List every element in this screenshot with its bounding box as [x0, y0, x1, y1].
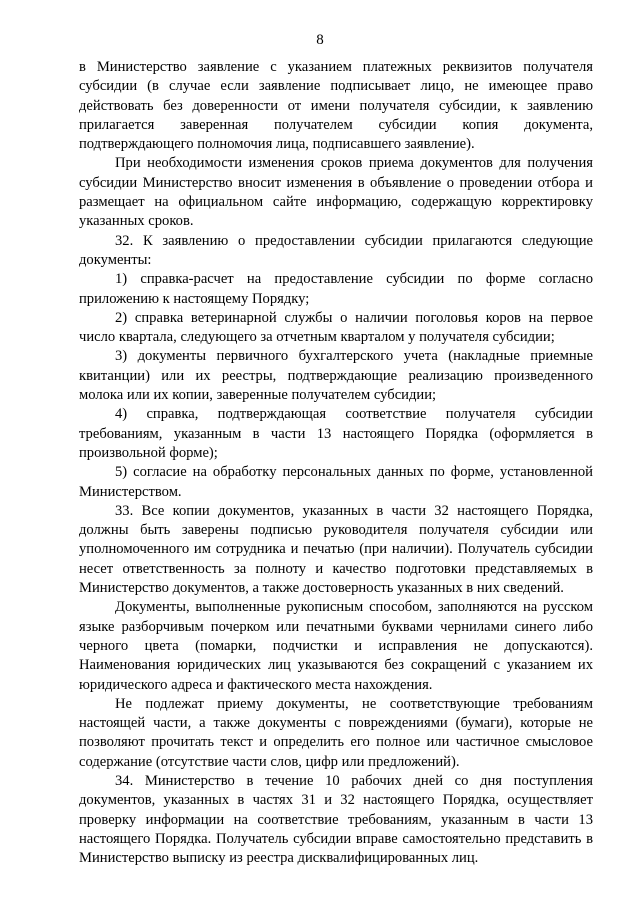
paragraph-deadline-change: При необходимости изменения сроков приема документов для получения субсидии Министерство вносит изменения в объявление о проведении отбора и размещает на официальном сайте информацию, содержащую корректировку указанных сроков.	[79, 155, 593, 230]
list-item-2: 2) справка ветеринарной службы о наличии поголовья коров на первое число квартала, следующего за отчетным кварталом у получателя субсидии;	[79, 309, 593, 346]
paragraph-rejection: Не подлежат приему документы, не соответствующие требованиям настоящей части, а также документы с повреждениями (бумаги), которые не позволяют прочитать текст и определить его полное или частичное смысловое содержание (отсутствие части слов, цифр или предложений).	[79, 695, 593, 770]
page-number: 8	[316, 32, 324, 48]
list-item-5: 5) согласие на обработку персональных данных по форме, установленной Министерством.	[79, 464, 593, 500]
list-item-4: 4) справка, подтверждающая соответствие получателя субсидии требованиям, указанным в части 13 настоящего Порядка (оформляется в произвольной форме);	[79, 406, 593, 461]
paragraph-continuation: в Министерство заявление с указанием платежных реквизитов получателя субсидии (в случае если заявление подписывает лицо, не имеющее право действовать без доверенности от имени получателя субсидии, к заявлению прилагается заверенная получателем субсидии копия документа, подтверждающего полномочия лица, подписавшего заявление).	[79, 59, 593, 153]
list-item-3: 3) документы первичного бухгалтерского учета (накладные приемные квитанции) или их реестры, подтверждающие реализацию произведенного молока или их копии, заверенные получателем субсидии;	[79, 348, 593, 404]
paragraph-handwritten-docs: Документы, выполненные рукописным способом, заполняются на русском языке разборчивым почерком или печатными буквами чернилами синего либо черного цвета (помарки, подчистки и исправления не допускаются). Наименования юридических лиц указываются без сокращений с указанием их юридического адреса и фактического места нахождения.	[79, 599, 593, 693]
list-item-1: 1) справка-расчет на предоставление субсидии по форме согласно приложению к настоящему Порядку;	[79, 271, 593, 307]
document-body	[79, 58, 593, 868]
paragraph-section-32: 32. К заявлению о предоставлении субсидии прилагаются следующие документы:	[79, 232, 593, 268]
paragraph-section-33: 33. Все копии документов, указанных в части 32 настоящего Порядка, должны быть заверены подписью руководителя получателя субсидии или уполномоченного им сотрудника и печатью (при наличии). Получатель субсидии несет ответственность за полноту и качество подготовки представляемых в Министерство документов, а также достоверность указанных в них сведений.	[79, 502, 593, 597]
paragraph-section-34: 34. Министерство в течение 10 рабочих дней со дня поступления документов, указанных в частях 31 и 32 настоящего Порядка, осуществляет проверку информации на соответствие требованиям, указанным в части 13 настоящего Порядка. Получатель субсидии вправе самостоятельно представить в Министерство выписку из реестра дисквалифицированных лиц.	[79, 772, 593, 867]
